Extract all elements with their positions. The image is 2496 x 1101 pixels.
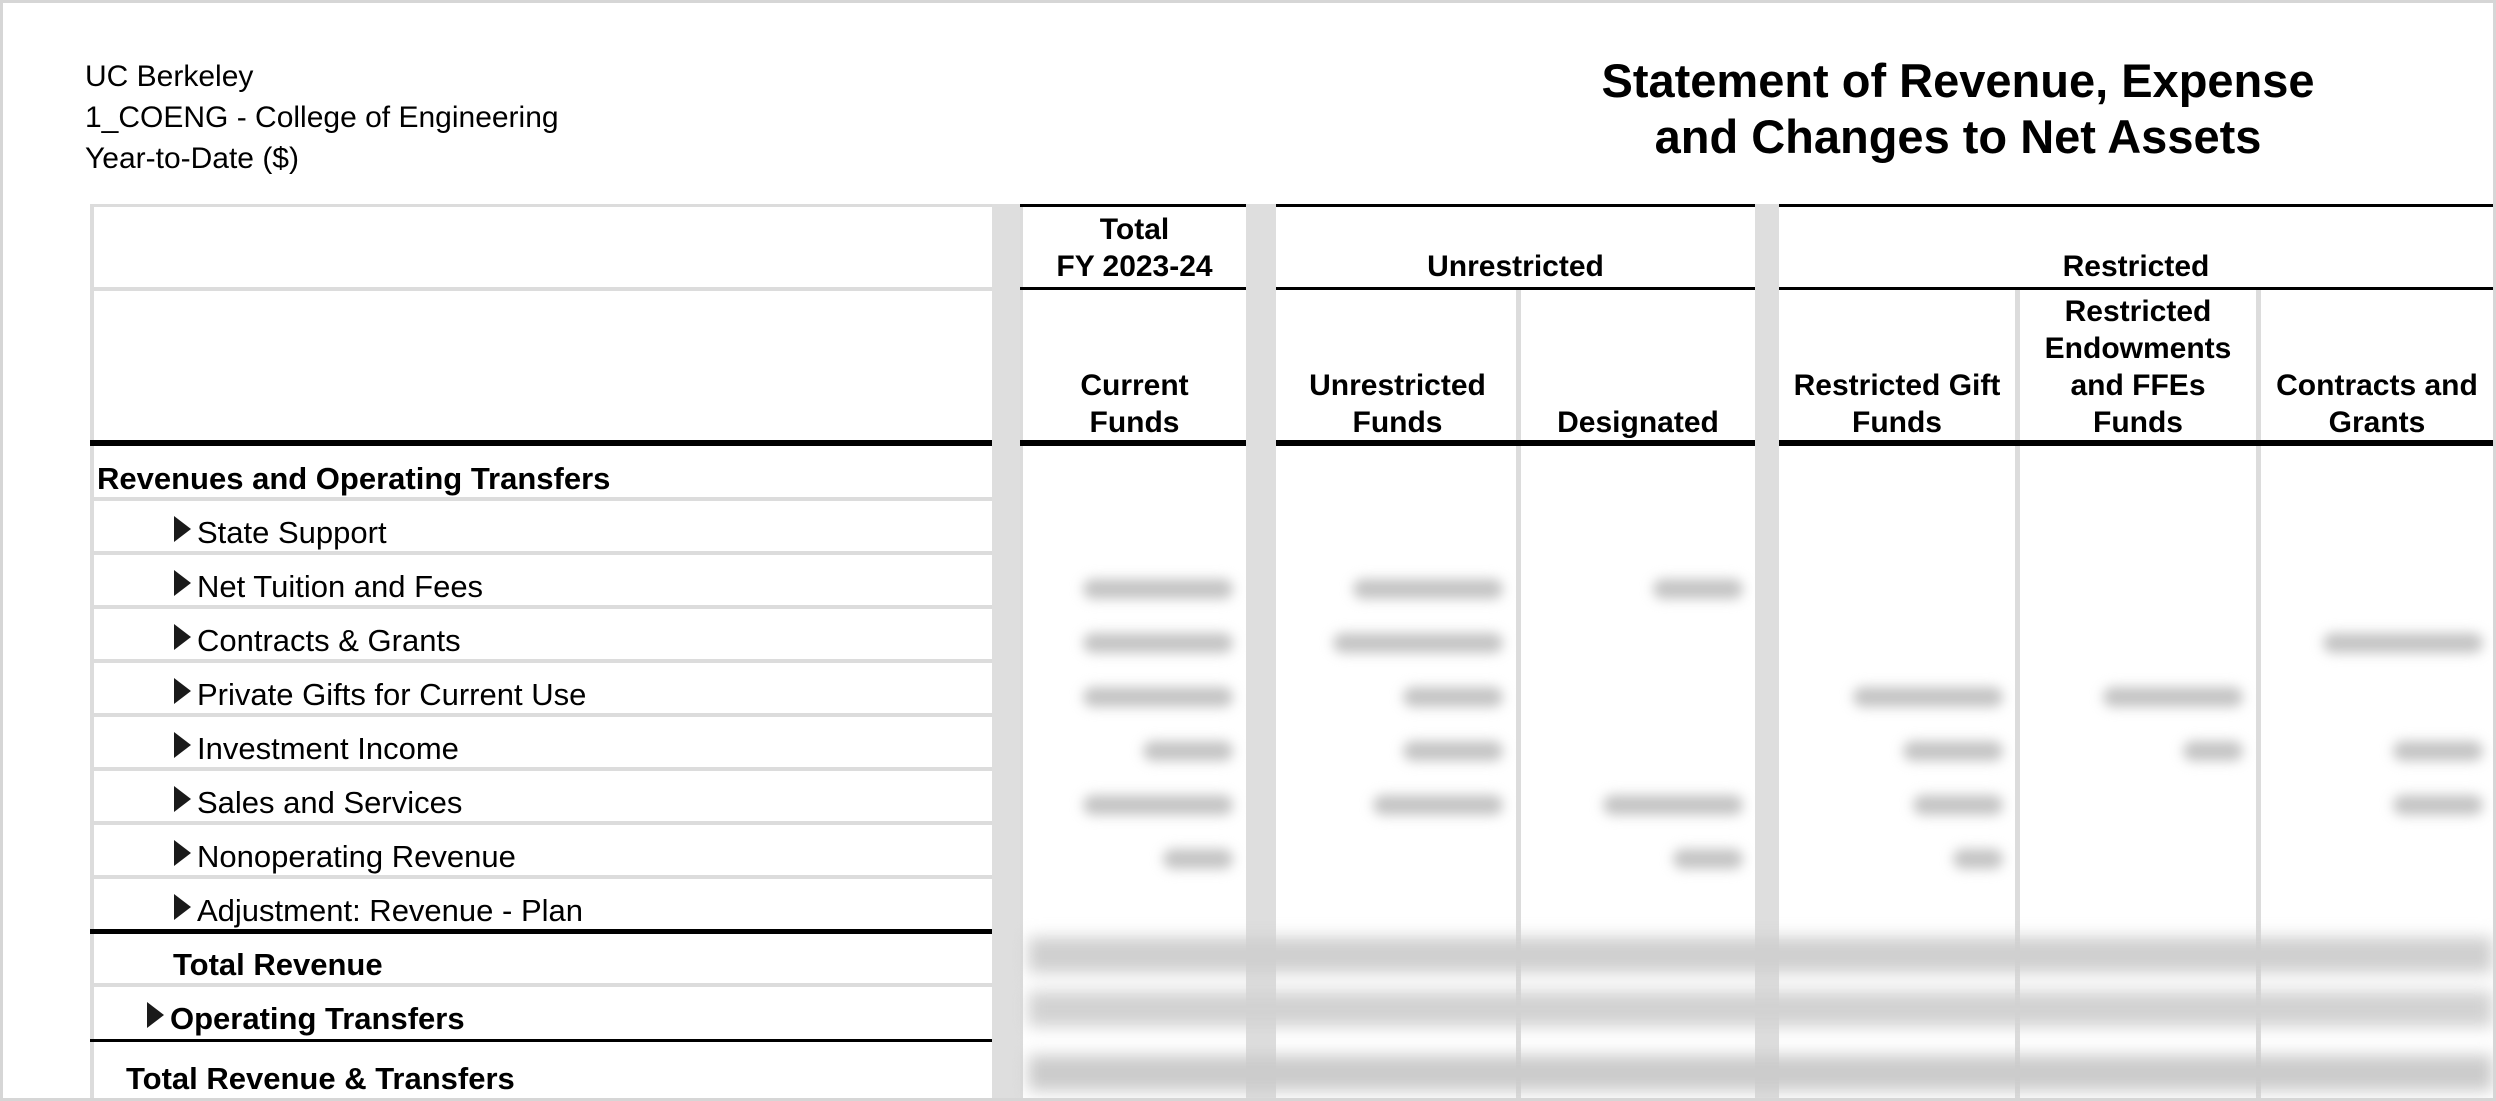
header-unrestricted-group: Unrestricted (1427, 250, 1604, 283)
header-unrestricted-funds: Unrestricted Funds (1309, 369, 1486, 439)
expand-caret-icon[interactable] (174, 624, 191, 650)
total-revenue-label: Total Revenue (173, 947, 383, 982)
header-contracts-and-grants: Contracts and Grants (2276, 369, 2478, 439)
org-unit: 1_COENG - College of Engineering (85, 101, 559, 134)
expand-caret-icon[interactable] (174, 732, 191, 758)
expand-caret-icon[interactable] (147, 1002, 164, 1028)
expand-caret-icon[interactable] (174, 678, 191, 704)
header-restricted-endowments: Restricted Endowments and FFEs Funds (2044, 295, 2232, 439)
expand-caret-icon[interactable] (174, 786, 191, 812)
header-restricted-group: Restricted (2062, 250, 2210, 283)
report-page: UC Berkeley 1_COENG - College of Engineering Year-to-Date ($) Statement of Revenue, Expense and Changes to Net Assets Total FY 2023-24 Unrestricted Restricted Current Funds Unrestricted Funds Designated Restricted Gift Funds Restricted Endowments and FFEs Funds Contracts and Grants Revenues and Operating Transfers State Support Net Tuition and Fees Contracts & Grants Private Gifts for Current Use Investment Income Sales and Services Nonoperating Revenue Adjustment: Revenue - Plan Total Revenue Operating Transfers Total Revenue & Transfers (3, 3, 2493, 1098)
org-name: UC Berkeley (85, 60, 254, 93)
total-revenue-transfers-label: Total Revenue & Transfers (126, 1061, 515, 1096)
expand-caret-icon[interactable] (174, 516, 191, 542)
expand-caret-icon[interactable] (174, 570, 191, 596)
header-current-funds: Current Funds (1080, 369, 1189, 439)
section-revenues-title: Revenues and Operating Transfers (97, 461, 611, 496)
expand-caret-icon[interactable] (174, 840, 191, 866)
header-total: Total FY 2023-24 (1056, 213, 1213, 283)
header-designated: Designated (1557, 406, 1719, 439)
header-restricted-gift-funds: Restricted Gift Funds (1793, 369, 2001, 439)
report-period: Year-to-Date ($) (85, 142, 299, 175)
report-title: Statement of Revenue, Expense and Changes to Net Assets (1601, 54, 2315, 163)
expand-caret-icon[interactable] (174, 894, 191, 920)
